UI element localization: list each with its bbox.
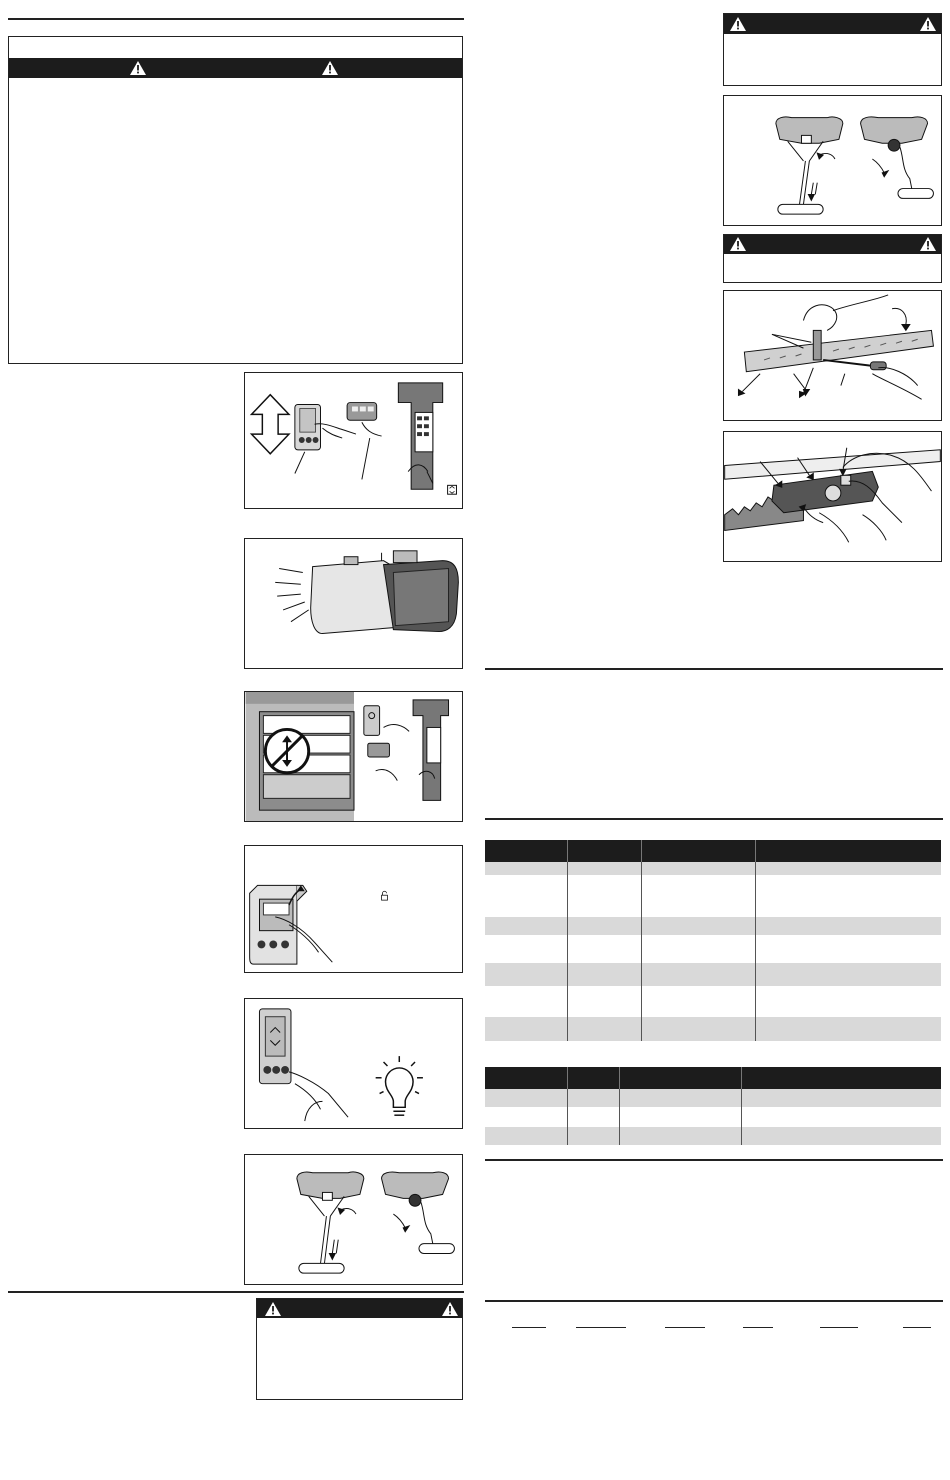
section-rule-right-1 — [485, 668, 943, 670]
table-row — [485, 875, 941, 917]
trolley-icon — [297, 1172, 449, 1216]
warning-triangle-icon — [919, 236, 937, 252]
right-second-warning-header-bar — [724, 235, 941, 254]
right-top-warning-header-bar — [724, 14, 941, 34]
blank-line — [512, 1327, 546, 1328]
table-row — [485, 935, 941, 963]
section-rule-right-4 — [485, 1300, 943, 1302]
warning-triangle-icon — [919, 16, 937, 32]
warning-triangle-icon — [264, 1301, 282, 1317]
wall-control-icon — [364, 706, 380, 736]
remote-control-icon — [347, 403, 381, 437]
table-row — [485, 1127, 941, 1145]
table-row — [485, 1107, 941, 1127]
remote-control-icon — [368, 743, 390, 757]
main-warning-panel — [8, 36, 463, 364]
warning-triangle-icon — [321, 60, 339, 76]
figure-wall-control-lock — [244, 845, 463, 973]
table-header-row — [485, 1067, 941, 1089]
table-row — [485, 1089, 941, 1107]
up-down-arrow-icon — [252, 395, 289, 454]
warning-triangle-icon — [729, 236, 747, 252]
wall-control-icon — [295, 405, 321, 450]
wall-control-icon — [259, 1009, 291, 1084]
figure-remote-keypad-operation — [244, 372, 463, 509]
small-button-icon — [448, 485, 457, 494]
section-rule-right-3 — [485, 1159, 943, 1161]
blank-line — [820, 1327, 858, 1328]
table-row — [485, 862, 941, 875]
blank-line — [576, 1327, 626, 1328]
figure-opener-light-flashing — [244, 538, 463, 669]
specifications-table-two — [485, 1067, 941, 1145]
light-rays-icon — [275, 569, 308, 622]
blank-line — [903, 1327, 931, 1328]
trolley-icon — [772, 471, 878, 512]
figure-emergency-release-left — [244, 1154, 463, 1285]
figure-rail-trolley-screwdriver — [723, 290, 942, 421]
table-header-row — [485, 840, 941, 862]
figure-trolley-reconnect — [723, 431, 942, 562]
keypad-icon — [413, 700, 448, 800]
warning-triangle-icon — [129, 60, 147, 76]
table-row — [485, 986, 941, 1017]
lock-icon — [382, 891, 388, 900]
blank-line — [743, 1327, 773, 1328]
figure-emergency-release-right — [723, 95, 942, 226]
table-row — [485, 917, 941, 935]
trolley-icon — [776, 117, 928, 161]
opener-unit-icon — [311, 551, 459, 634]
section-rule-right-2 — [485, 818, 943, 820]
blank-line — [665, 1327, 705, 1328]
top-rule-left — [8, 18, 464, 20]
wall-control-icon — [250, 885, 307, 964]
warning-triangle-icon — [729, 16, 747, 32]
bottom-left-warning-header-bar — [257, 1299, 462, 1318]
table-row — [485, 1017, 941, 1041]
warning-triangle-icon — [441, 1301, 459, 1317]
section-rule-left — [8, 1291, 464, 1293]
figure-door-do-not-operate — [244, 691, 463, 822]
main-warning-header-bar — [9, 58, 462, 78]
figure-light-button — [244, 998, 463, 1129]
table-row — [485, 963, 941, 986]
release-handle-icon — [778, 147, 934, 214]
specifications-table-one — [485, 840, 941, 1041]
prohibition-icon — [265, 729, 308, 772]
keypad-icon — [398, 383, 442, 489]
hand-icon — [289, 1072, 348, 1121]
light-bulb-icon — [376, 1056, 423, 1115]
rail-icon — [744, 330, 933, 371]
